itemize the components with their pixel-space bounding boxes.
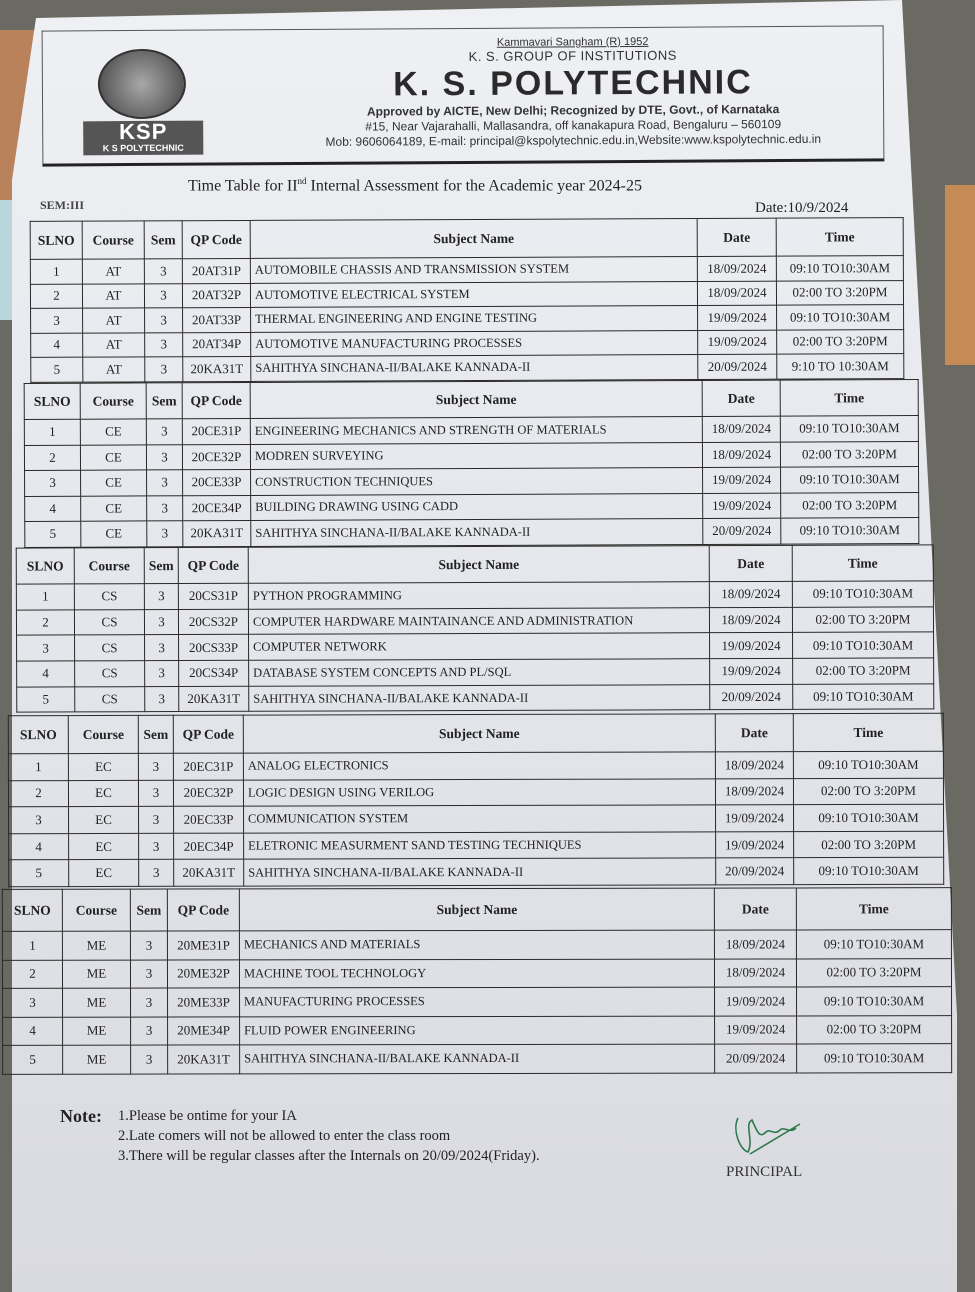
- column-header: Sem: [144, 548, 178, 584]
- table-row: [17, 684, 934, 713]
- table-header-row: [30, 218, 903, 260]
- table-row: [8, 778, 943, 807]
- slno-cell: 5: [9, 860, 69, 887]
- contact-line: Mob: 9606064189, E-mail: principal@kspolytechnic.edu.in,Website:www.kspolytechnic.edu.in: [325, 131, 822, 149]
- sem-cell: 3: [139, 860, 174, 887]
- subject-name-cell: DATABASE SYSTEM CONCEPTS AND PL/SQL: [249, 659, 710, 686]
- column-header: QP Code: [173, 715, 243, 753]
- slno-cell: 2: [24, 445, 80, 471]
- column-header: SLNO: [2, 889, 62, 931]
- table-row: [8, 751, 943, 780]
- qp-code-cell: 20CS31P: [178, 583, 248, 609]
- qp-code-cell: 20EC32P: [173, 780, 243, 807]
- column-header: SLNO: [8, 716, 68, 754]
- table-row: [25, 467, 919, 496]
- time-cell: 02:00 TO 3:20PM: [792, 607, 933, 633]
- time-cell: 02:00 TO 3:20PM: [793, 778, 943, 805]
- subject-name-cell: AUTOMOBILE CHASSIS AND TRANSMISSION SYSTEM: [250, 256, 697, 282]
- column-header: QP Code: [182, 382, 250, 418]
- date-cell: 20/09/2024: [698, 354, 777, 379]
- slno-cell: 2: [2, 960, 62, 989]
- course-cell: ME: [63, 988, 131, 1017]
- column-header: Sem: [146, 383, 182, 419]
- sem-cell: 3: [144, 609, 178, 635]
- course-cell: EC: [68, 753, 138, 780]
- column-header: Course: [82, 221, 144, 259]
- qp-code-cell: 20CE34P: [183, 495, 251, 521]
- qp-code-cell: 20KA31T: [183, 356, 251, 381]
- table-row: [9, 804, 944, 833]
- emblem-icon: [98, 49, 186, 120]
- subject-name-cell: SAHITHYA SINCHANA-II/BALAKE KANNADA-II: [251, 518, 703, 545]
- table-row: [3, 1015, 952, 1045]
- date-cell: 19/09/2024: [710, 633, 793, 659]
- table-header-row: [2, 888, 951, 932]
- time-cell: 09:10 TO10:30AM: [797, 987, 952, 1016]
- qp-code-cell: 20ME31P: [167, 931, 239, 960]
- date-cell: 19/09/2024: [715, 987, 797, 1016]
- qp-code-cell: 20EC33P: [174, 806, 244, 833]
- course-cell: CS: [75, 686, 145, 712]
- approval-line: Approved by AICTE, New Delhi; Recognized by DTE, Govt., of Karnataka: [366, 102, 780, 119]
- course-cell: CE: [80, 444, 146, 470]
- date-cell: 19/09/2024: [716, 831, 794, 858]
- timetable-at: [30, 217, 905, 382]
- time-cell: 02:00 TO 3:20PM: [777, 329, 904, 354]
- slno-cell: 4: [25, 496, 81, 522]
- time-cell: 09:10 TO10:30AM: [781, 467, 919, 493]
- qp-code-cell: 20ME32P: [167, 959, 239, 988]
- slno-cell: 3: [17, 635, 75, 661]
- subject-name-cell: MECHANICS AND MATERIALS: [239, 930, 714, 959]
- date-cell: 20/09/2024: [703, 518, 781, 544]
- slno-cell: 5: [3, 1045, 63, 1074]
- course-cell: ME: [62, 960, 130, 989]
- slno-cell: 1: [2, 931, 62, 960]
- date-cell: 18/09/2024: [697, 281, 776, 306]
- table-row: [25, 492, 919, 521]
- qp-code-cell: 20CE31P: [182, 418, 250, 444]
- course-cell: CS: [75, 661, 145, 687]
- qp-code-cell: 20AT33P: [183, 307, 251, 332]
- title-part: Time Table for II: [188, 177, 298, 195]
- column-header: Subject Name: [239, 888, 714, 931]
- institution-logo: [83, 49, 204, 168]
- table-row: [17, 658, 934, 687]
- date-cell: 19/09/2024: [703, 493, 781, 519]
- subject-name-cell: THERMAL ENGINEERING AND ENGINE TESTING: [251, 305, 698, 331]
- column-header: Date: [697, 218, 776, 256]
- slno-cell: 1: [16, 584, 74, 610]
- slno-cell: 1: [8, 754, 68, 781]
- subject-name-cell: SAHITHYA SINCHANA-II/BALAKE KANNADA-II: [244, 858, 716, 886]
- table-row: [3, 987, 952, 1017]
- background-surface-right: [945, 185, 975, 365]
- principal-title: PRINCIPAL: [726, 1164, 803, 1180]
- sem-cell: 3: [131, 1045, 168, 1074]
- table-row: [3, 1044, 952, 1074]
- subject-name-cell: AUTOMOTIVE ELECTRICAL SYSTEM: [250, 281, 697, 307]
- course-cell: CE: [81, 470, 147, 496]
- table-row: [17, 632, 934, 661]
- table-row: [24, 416, 918, 445]
- address-line: #15, Near Vajarahalli, Mallasandra, off kanakapura Road, Bengaluru – 560109: [365, 117, 782, 134]
- table-row: [2, 930, 951, 960]
- time-cell: 02:00 TO 3:20PM: [781, 492, 919, 518]
- subject-name-cell: BUILDING DRAWING USING CADD: [251, 493, 703, 520]
- date-cell: 19/09/2024: [716, 805, 794, 832]
- note-block: [60, 1106, 540, 1164]
- table-row: [25, 518, 919, 547]
- subject-name-cell: COMMUNICATION SYSTEM: [244, 805, 716, 833]
- time-cell: 09:10 TO10:30AM: [794, 804, 944, 831]
- course-cell: ME: [62, 931, 130, 960]
- timetable-me: [2, 887, 952, 1074]
- slno-cell: 4: [31, 333, 83, 358]
- sem-cell: 3: [130, 960, 167, 989]
- date-cell: 19/09/2024: [710, 658, 793, 684]
- table-row: [16, 607, 933, 636]
- column-header: Time: [796, 888, 951, 930]
- timetable-title: [188, 176, 642, 195]
- slno-cell: 4: [17, 661, 75, 687]
- date-cell: 18/09/2024: [702, 416, 780, 442]
- date-cell: 18/09/2024: [709, 607, 792, 633]
- sem-cell: 3: [145, 635, 179, 661]
- date-cell: 19/09/2024: [698, 330, 777, 355]
- date-cell: 18/09/2024: [714, 930, 796, 959]
- note-items: [118, 1106, 718, 1166]
- timetable-ec: [8, 713, 944, 887]
- subject-name-cell: FLUID POWER ENGINEERING: [240, 1016, 715, 1045]
- qp-code-cell: 20EC34P: [174, 833, 244, 860]
- qp-code-cell: 20ME34P: [168, 1016, 240, 1045]
- slno-cell: 2: [30, 284, 82, 309]
- course-cell: ME: [63, 1045, 131, 1074]
- signature-icon: [730, 1110, 810, 1160]
- date-cell: 20/09/2024: [715, 1044, 797, 1073]
- qp-code-cell: 20CS32P: [178, 609, 248, 635]
- time-cell: 09:10 TO10:30AM: [792, 581, 933, 607]
- column-header: Course: [80, 383, 146, 419]
- time-cell: 09:10 TO10:30AM: [793, 632, 934, 658]
- course-cell: CE: [80, 419, 146, 445]
- logo-banner: [83, 118, 203, 156]
- sem-cell: 3: [131, 1017, 168, 1046]
- qp-code-cell: 20CE33P: [183, 469, 251, 495]
- subject-name-cell: SAHITHYA SINCHANA-II/BALAKE KANNADA-II: [240, 1044, 715, 1073]
- column-header: QP Code: [182, 220, 250, 258]
- subject-name-cell: ENGINEERING MECHANICS AND STRENGTH OF MATERIALS: [250, 416, 702, 443]
- column-header: Date: [714, 888, 796, 930]
- sem-cell: 3: [144, 283, 182, 308]
- course-cell: CE: [81, 495, 147, 521]
- slno-cell: 2: [16, 610, 74, 636]
- slno-cell: 4: [9, 833, 69, 860]
- time-cell: 09:10 TO10:30AM: [776, 256, 903, 281]
- qp-code-cell: 20KA31T: [168, 1045, 240, 1074]
- qp-code-cell: 20CS34P: [179, 660, 249, 686]
- sem-cell: 3: [144, 584, 178, 610]
- sem-cell: 3: [145, 308, 183, 333]
- time-cell: 02:00 TO 3:20PM: [797, 1015, 952, 1044]
- note-item: 1.Please be ontime for your IA: [118, 1108, 297, 1124]
- sem-cell: 3: [147, 470, 183, 496]
- time-cell: 02:00 TO 3:20PM: [793, 658, 934, 684]
- table-row: [9, 831, 944, 860]
- note-label: Note:: [60, 1106, 102, 1126]
- title-superscript: nd: [297, 176, 307, 186]
- slno-cell: 3: [9, 807, 69, 834]
- column-header: Date: [715, 714, 793, 752]
- subject-name-cell: COMPUTER HARDWARE MAINTAINANCE AND ADMINISTRATION: [248, 607, 709, 634]
- time-cell: 02:00 TO 3:20PM: [780, 441, 918, 467]
- subject-name-cell: PYTHON PROGRAMMING: [248, 582, 709, 609]
- qp-code-cell: 20AT31P: [182, 258, 250, 283]
- slno-cell: 4: [3, 1017, 63, 1046]
- logo-sub-text: K S POLYTECHNIC: [102, 142, 184, 154]
- table-row: [31, 354, 904, 382]
- sem-cell: 3: [147, 495, 183, 521]
- table-header-row: [8, 713, 943, 753]
- slno-cell: 1: [24, 419, 80, 445]
- column-header: Course: [68, 715, 138, 753]
- sem-cell: 3: [144, 259, 182, 284]
- date-cell: 18/09/2024: [715, 778, 793, 805]
- course-cell: AT: [82, 283, 144, 308]
- column-header: Sem: [144, 221, 182, 259]
- slno-cell: 2: [8, 780, 68, 807]
- qp-code-cell: 20CE32P: [182, 444, 250, 470]
- slno-cell: 3: [31, 308, 83, 333]
- table-row: [24, 441, 918, 470]
- table-row: [16, 581, 933, 610]
- sem-cell: 3: [139, 806, 174, 833]
- table-row: [2, 958, 951, 988]
- column-header: Time: [776, 218, 903, 257]
- time-cell: 02:00 TO 3:20PM: [796, 958, 951, 987]
- time-cell: 09:10 TO10:30AM: [793, 684, 934, 710]
- qp-code-cell: 20AT34P: [183, 332, 251, 357]
- date-cell: 19/09/2024: [715, 1015, 797, 1044]
- course-cell: ME: [63, 1017, 131, 1046]
- subject-name-cell: CONSTRUCTION TECHNIQUES: [251, 467, 703, 494]
- letterhead: [42, 25, 885, 166]
- date-cell: 20/09/2024: [716, 858, 794, 885]
- column-header: SLNO: [16, 548, 74, 584]
- column-header: QP Code: [167, 889, 239, 931]
- subject-name-cell: SAHITHYA SINCHANA-II/BALAKE KANNADA-II: [249, 684, 710, 711]
- sem-cell: 3: [131, 988, 168, 1017]
- time-cell: 09:10 TO10:30AM: [781, 518, 919, 544]
- date-cell: 18/09/2024: [702, 442, 780, 468]
- date-cell: 18/09/2024: [714, 958, 796, 987]
- subject-name-cell: MODREN SURVEYING: [250, 442, 702, 469]
- slno-cell: 5: [17, 687, 75, 713]
- slno-cell: 1: [30, 259, 82, 284]
- column-header: Subject Name: [250, 380, 702, 418]
- course-cell: AT: [83, 332, 145, 357]
- date-cell: 20/09/2024: [710, 684, 793, 710]
- column-header: SLNO: [30, 221, 82, 259]
- column-header: Time: [780, 380, 918, 417]
- column-header: Subject Name: [243, 714, 715, 753]
- institution-title: K. S. POLYTECHNIC: [393, 63, 753, 104]
- date-cell: 18/09/2024: [715, 752, 793, 779]
- note-item: 2.Late comers will not be allowed to enter the class room: [118, 1128, 451, 1144]
- column-header: Course: [62, 889, 130, 931]
- slno-cell: 3: [25, 470, 81, 496]
- column-header: Subject Name: [250, 218, 697, 258]
- semester-label: SEM:III: [40, 198, 85, 212]
- qp-code-cell: 20EC31P: [173, 753, 243, 780]
- course-cell: EC: [69, 860, 139, 887]
- table-row: [31, 305, 904, 333]
- group-name: K. S. GROUP OF INSTITUTIONS: [468, 47, 677, 64]
- qp-code-cell: 20KA31T: [179, 686, 249, 712]
- course-cell: CS: [75, 635, 145, 661]
- sangham-line: Kammavari Sangham (R) 1952: [496, 35, 649, 49]
- time-cell: 9:10 TO 10:30AM: [777, 354, 904, 379]
- subject-name-cell: SAHITHYA SINCHANA-II/BALAKE KANNADA-II: [251, 354, 698, 380]
- column-header: SLNO: [24, 383, 80, 419]
- date-cell: 19/09/2024: [703, 467, 781, 493]
- sem-cell: 3: [138, 780, 173, 807]
- table-row: [9, 858, 944, 887]
- column-header: QP Code: [178, 547, 248, 583]
- course-cell: AT: [83, 308, 145, 333]
- sem-cell: 3: [138, 753, 173, 780]
- qp-code-cell: 20CS33P: [179, 635, 249, 661]
- qp-code-cell: 20KA31T: [174, 859, 244, 886]
- sem-cell: 3: [145, 332, 183, 357]
- logo-ksp-text: KSP: [119, 118, 168, 145]
- timetable-ce: [24, 379, 920, 547]
- column-header: Time: [793, 713, 943, 751]
- sem-cell: 3: [130, 931, 167, 960]
- slno-cell: 5: [31, 357, 83, 382]
- course-cell: AT: [82, 259, 144, 284]
- time-cell: 09:10 TO10:30AM: [796, 930, 951, 959]
- subject-name-cell: MACHINE TOOL TECHNOLOGY: [239, 959, 714, 988]
- subject-name-cell: COMPUTER NETWORK: [249, 633, 710, 660]
- date-cell: 18/09/2024: [709, 581, 792, 607]
- table-header-row: [24, 380, 918, 420]
- subject-name-cell: MANUFACTURING PROCESSES: [240, 987, 715, 1016]
- sem-cell: 3: [145, 661, 179, 687]
- course-cell: CS: [74, 609, 144, 635]
- table-row: [31, 329, 904, 357]
- qp-code-cell: 20KA31T: [183, 520, 251, 546]
- table-row: [30, 256, 903, 284]
- course-cell: EC: [69, 833, 139, 860]
- slno-cell: 3: [3, 988, 63, 1017]
- sem-cell: 3: [147, 521, 183, 547]
- issue-date: Date:10/9/2024: [755, 200, 849, 216]
- subject-name-cell: AUTOMOTIVE MANUFACTURING PROCESSES: [251, 330, 698, 356]
- course-cell: CE: [81, 521, 147, 547]
- course-cell: CS: [74, 584, 144, 610]
- time-cell: 09:10 TO10:30AM: [780, 416, 918, 442]
- sem-cell: 3: [139, 833, 174, 860]
- title-part: Internal Assessment for the Academic year 2024-25: [306, 177, 642, 195]
- date-cell: 19/09/2024: [698, 305, 777, 330]
- qp-code-cell: 20ME33P: [168, 988, 240, 1017]
- course-cell: AT: [83, 357, 145, 382]
- column-header: Date: [709, 545, 792, 581]
- course-cell: EC: [69, 807, 139, 834]
- subject-name-cell: ELETRONIC MEASURMENT SAND TESTING TECHNIQUES: [244, 832, 716, 860]
- table-row: [30, 280, 903, 308]
- time-cell: 09:10 TO10:30AM: [797, 1044, 952, 1073]
- column-header: Date: [702, 380, 780, 416]
- subject-name-cell: ANALOG ELECTRONICS: [243, 752, 715, 780]
- timetable-cs: [16, 544, 935, 713]
- column-header: Subject Name: [248, 546, 709, 584]
- time-cell: 02:00 TO 3:20PM: [794, 831, 944, 858]
- time-cell: 09:10 TO10:30AM: [793, 751, 943, 778]
- column-header: Sem: [138, 715, 173, 753]
- table-header-row: [16, 545, 933, 584]
- sem-cell: 3: [145, 357, 183, 382]
- letterhead-text: [253, 34, 894, 150]
- time-cell: 09:10 TO10:30AM: [794, 858, 944, 885]
- column-header: Sem: [130, 889, 167, 931]
- date-cell: 18/09/2024: [697, 256, 776, 281]
- sem-cell: 3: [146, 444, 182, 470]
- subject-name-cell: LOGIC DESIGN USING VERILOG: [243, 778, 715, 806]
- sem-cell: 3: [146, 419, 182, 445]
- time-cell: 02:00 TO 3:20PM: [776, 280, 903, 305]
- column-header: Course: [74, 548, 144, 584]
- sem-cell: 3: [145, 686, 179, 712]
- qp-code-cell: 20AT32P: [182, 283, 250, 308]
- course-cell: EC: [68, 780, 138, 807]
- slno-cell: 5: [25, 521, 81, 547]
- column-header: Time: [792, 545, 933, 581]
- time-cell: 09:10 TO10:30AM: [777, 305, 904, 330]
- note-item: 3.There will be regular classes after the Internals on 20/09/2024(Friday).: [118, 1148, 540, 1164]
